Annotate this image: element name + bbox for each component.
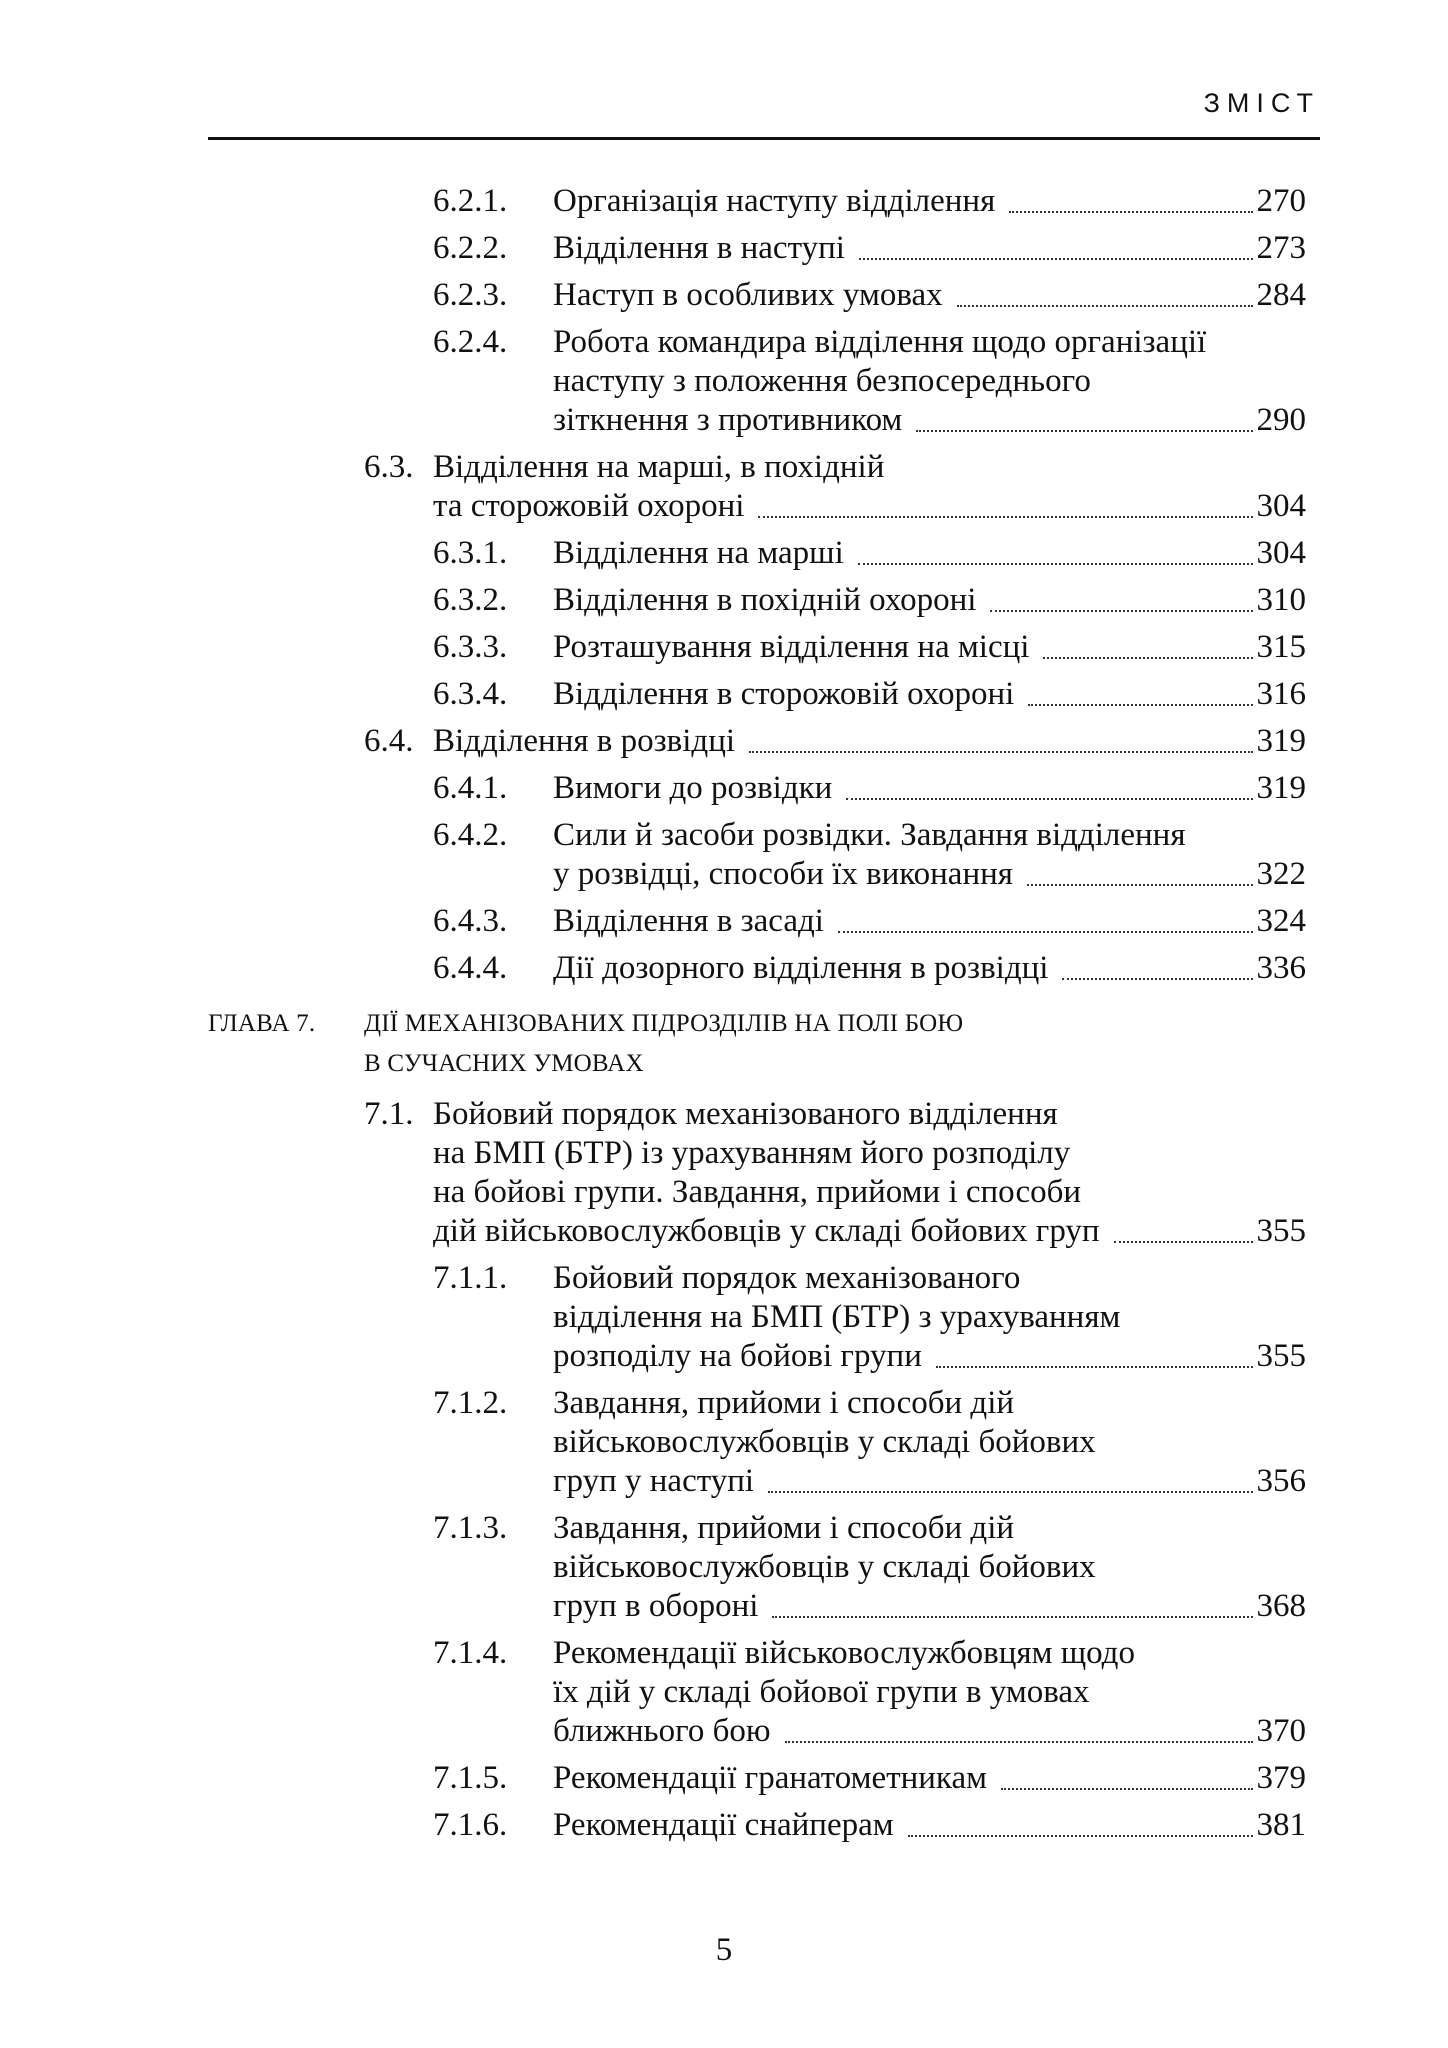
toc-entry-title-line: у розвідці, способи їх виконання [553, 856, 1013, 892]
toc-entry-number: 7.1.1. [433, 1260, 508, 1296]
toc-entry-title-line: розподілу на бойові групи [553, 1338, 922, 1374]
toc-entry-title-line: Завдання, прийоми і способи дій [553, 1510, 1015, 1546]
toc-entry-number: 6.3. [364, 449, 414, 485]
toc-dot-leader [936, 1366, 1253, 1368]
toc-entry-title-line: їх дій у складі бойової групи в умовах [553, 1674, 1090, 1710]
toc-entry-title-line: військовослужбовців у складі бойових [553, 1424, 1096, 1460]
toc-entry-number: 6.2.3. [433, 277, 508, 313]
toc-entry-title-line: Бойовий порядок механізованого [553, 1260, 1021, 1296]
toc-entry-title-line: Відділення в похідній охороні [553, 582, 977, 618]
toc-entry-number: 6.4.3. [433, 903, 508, 939]
toc-entry-page: 284 [1256, 277, 1306, 313]
toc-dot-leader [859, 258, 1253, 260]
toc-entry-number: 6.3.3. [433, 629, 508, 665]
running-head-title: ЗМІСТ [1203, 88, 1320, 118]
toc-entry-number: 7.1.2. [433, 1385, 508, 1421]
toc-entry-number: 7.1.4. [433, 1635, 508, 1671]
toc-entry-title-line: Вимоги до розвідки [553, 770, 833, 806]
toc-dot-leader [785, 1741, 1253, 1743]
toc-entry-title-line: Відділення на марші, в похідній [433, 449, 885, 485]
page-number: 5 [715, 1932, 733, 1968]
header-rule [208, 137, 1320, 140]
toc-entry-number: 6.4.1. [433, 770, 508, 806]
toc-entry-title-line: на бойові групи. Завдання, прийоми і способи [433, 1174, 1082, 1210]
toc-entry-page: 368 [1256, 1588, 1306, 1624]
toc-entry-title-line: зіткнення з противником [553, 402, 903, 438]
toc-entry-title-line: Відділення в засаді [553, 903, 824, 939]
toc-dot-leader [749, 751, 1253, 753]
toc-entry-page: 304 [1256, 488, 1306, 524]
toc-entry-title-line: Завдання, прийоми і способи дій [553, 1385, 1015, 1421]
toc-entry-page: 336 [1256, 950, 1306, 986]
toc-entry-title-line: Бойовий порядок механізованого відділення [433, 1096, 1058, 1132]
toc-entry-number: 7.1.5. [433, 1760, 508, 1796]
toc-entry-title-line: Розташування відділення на місці [553, 629, 1030, 665]
toc-entry-page: 355 [1256, 1213, 1306, 1249]
toc-dot-leader [858, 563, 1253, 565]
chapter-label: ГЛАВА 7. [208, 1010, 316, 1037]
toc-dot-leader [846, 798, 1253, 800]
toc-entry-number: 6.3.2. [433, 582, 508, 618]
toc-entry-number: 6.4.4. [433, 950, 508, 986]
toc-entry-number: 6.2.1. [433, 183, 508, 219]
toc-entry-title-line: Наступ в особливих умовах [553, 277, 943, 313]
toc-entry-page: 270 [1256, 183, 1306, 219]
toc-dot-leader [1027, 884, 1253, 886]
toc-dot-leader [908, 1835, 1253, 1837]
toc-entry-page: 381 [1256, 1807, 1306, 1843]
toc-entry-title-line: Відділення в сторожовій охороні [553, 676, 1015, 712]
toc-entry-title-line: відділення на БМП (БТР) з урахуванням [553, 1299, 1121, 1335]
chapter-title-line-1: ДІЇ МЕХАНІЗОВАНИХ ПІДРОЗДІЛІВ НА ПОЛІ БОЮ [364, 1010, 964, 1037]
toc-entry-title-line: на БМП (БТР) із урахуванням його розподілу [433, 1135, 1071, 1171]
toc-entry-page: 356 [1256, 1463, 1306, 1499]
toc-entry-page: 315 [1256, 629, 1306, 665]
toc-entry-page: 322 [1256, 856, 1306, 892]
toc-entry-title-line: Сили й засоби розвідки. Завдання відділення [553, 817, 1186, 853]
toc-entry-page: 290 [1256, 402, 1306, 438]
toc-entry-page: 273 [1256, 230, 1306, 266]
toc-entry-number: 7.1.3. [433, 1510, 508, 1546]
toc-entry-number: 6.2.2. [433, 230, 508, 266]
toc-entry-title-line: ближнього бою [553, 1713, 771, 1749]
toc-entry-title-line: груп у наступі [553, 1463, 755, 1499]
chapter-title-line-2: В СУЧАСНИХ УМОВАХ [364, 1050, 644, 1077]
toc-dot-leader [1043, 657, 1253, 659]
toc-entry-page: 355 [1256, 1338, 1306, 1374]
toc-entry-number: 6.4.2. [433, 817, 508, 853]
toc-entry-number: 7.1. [364, 1096, 414, 1132]
toc-entry-title-line: та сторожовій охороні [433, 488, 745, 524]
toc-dot-leader [990, 610, 1253, 612]
toc-dot-leader [1062, 978, 1253, 980]
toc-entry-title-line: груп в обороні [553, 1588, 759, 1624]
toc-entry-title-line: Робота командира відділення щодо організації [553, 324, 1207, 360]
toc-dot-leader [1001, 1788, 1253, 1790]
toc-dot-leader [838, 931, 1253, 933]
toc-entry-title-line: дій військовослужбовців у складі бойових груп [433, 1213, 1100, 1249]
toc-entry-title-line: Відділення на марші [553, 535, 844, 571]
toc-entry-number: 6.4. [364, 723, 414, 759]
toc-entry-title-line: Дії дозорного відділення в розвідці [553, 950, 1049, 986]
toc-entry-title-line: Рекомендації гранатометникам [553, 1760, 987, 1796]
toc-dot-leader [758, 516, 1253, 518]
toc-entry-page: 304 [1256, 535, 1306, 571]
toc-entry-title-line: військовослужбовців у складі бойових [553, 1549, 1096, 1585]
toc-entry-number: 6.3.4. [433, 676, 508, 712]
toc-dot-leader [768, 1491, 1253, 1493]
toc-entry-title-line: Рекомендації снайперам [553, 1807, 894, 1843]
toc-entry-page: 370 [1256, 1713, 1306, 1749]
toc-entry-number: 6.3.1. [433, 535, 508, 571]
toc-entry-page: 319 [1256, 770, 1306, 806]
toc-entry-page: 316 [1256, 676, 1306, 712]
toc-entry-title-line: наступу з положення безпосереднього [553, 363, 1091, 399]
toc-entry-title-line: Організація наступу відділення [553, 183, 996, 219]
toc-entry-page: 324 [1256, 903, 1306, 939]
toc-dot-leader [1114, 1241, 1253, 1243]
toc-entry-number: 7.1.6. [433, 1807, 508, 1843]
toc-dot-leader [916, 430, 1253, 432]
toc-dot-leader [1028, 704, 1253, 706]
toc-entry-page: 310 [1256, 582, 1306, 618]
toc-entry-title-line: Відділення в розвідці [433, 723, 736, 759]
toc-dot-leader [957, 305, 1253, 307]
toc-dot-leader [772, 1616, 1253, 1618]
toc-dot-leader [1009, 211, 1253, 213]
toc-entry-page: 319 [1256, 723, 1306, 759]
toc-entry-page: 379 [1256, 1760, 1306, 1796]
toc-entry-title-line: Рекомендації військовослужбовцям щодо [553, 1635, 1135, 1671]
toc-entry-title-line: Відділення в наступі [553, 230, 845, 266]
toc-entry-number: 6.2.4. [433, 324, 508, 360]
